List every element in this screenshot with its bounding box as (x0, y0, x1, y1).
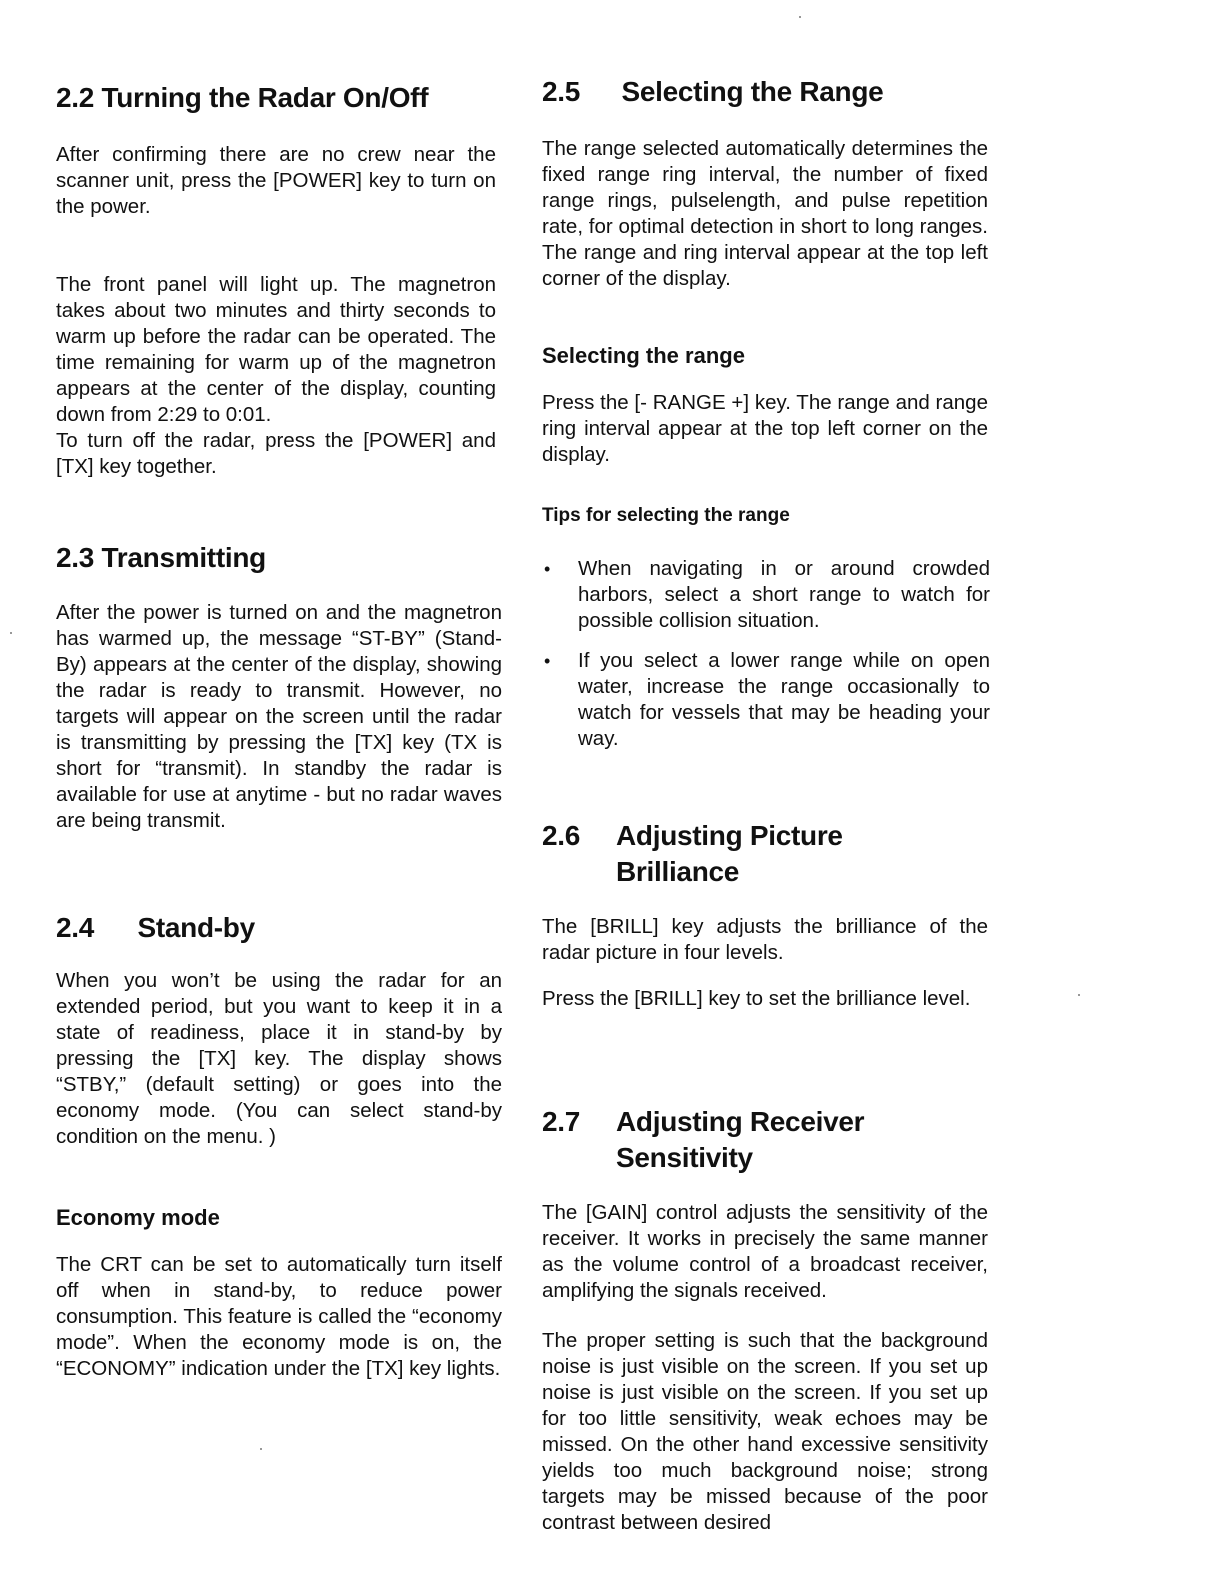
paragraph: The range selected automatically determines the fixed range ring interval, the number of fixed range rings, pulselength, and pulse repetition rate, for optimal detection in short to long ranges. The range and ring interval appear at the top left corner of the display. (542, 137, 988, 290)
section-number: 2.6 (542, 820, 581, 851)
list-item-text: If you select a lower range while on open water, increase the range occasionally to watch for vessels that may be heading your way. (578, 649, 990, 750)
bullet-icon: • (544, 559, 551, 579)
section-2-2-heading (56, 80, 428, 116)
list-item (542, 648, 990, 752)
section-number: 2.4 (56, 912, 95, 943)
paragraph: Press the [- RANGE +] key. The range and range ring interval appear at the top left corner on the display. (542, 391, 988, 466)
paragraph: After confirming there are no crew near the scanner unit, press the [POWER] key to turn on the power. (56, 143, 496, 218)
paragraph: The CRT can be set to automatically turn itself off when in stand-by, to reduce power consumption. This feature is called the “economy mode”. When the economy mode is on, the “ECONOMY” indication under the [TX] key lights. (56, 1253, 502, 1380)
paragraph: To turn off the radar, press the [POWER] and [TX] key together. (56, 429, 496, 478)
tips-heading: Tips for selecting the range (542, 505, 790, 526)
list-item (542, 556, 990, 634)
section-2-5-heading (542, 74, 883, 110)
section-number: 2.3 (56, 542, 95, 573)
section-title: Turning the Radar On/Off (101, 82, 429, 113)
section-title: Adjusting Picture Brilliance (616, 820, 843, 887)
paragraph: The front panel will light up. The magnetron takes about two minutes and thirty seconds to warm up before the radar can be operated. The time remaining for warm up of the magnetron appears at the center of the display, counting down from 2:29 to 0:01. (56, 273, 496, 426)
section-2-3-heading (56, 540, 266, 576)
bullet-icon: • (544, 651, 551, 671)
paragraph: When you won’t be using the radar for an extended period, but you want to keep it in a state of readiness, place it in stand-by by pressing the [TX] key. The display shows “STBY,” (default setting) or goes into the economy mode. (You can select stand-by condition on the menu. ) (56, 969, 502, 1148)
scan-speck (1078, 994, 1080, 996)
section-title: Transmitting (101, 542, 266, 573)
paragraph: Press the [BRILL] key to set the brilliance level. (542, 987, 971, 1010)
section-2-6-heading (542, 818, 962, 890)
scan-speck (10, 632, 12, 634)
section-number: 2.2 (56, 82, 95, 113)
scan-speck (799, 16, 801, 18)
paragraph: After the power is turned on and the magnetron has warmed up, the message “ST-BY” (Stand-By) appears at the center of the display, showing the radar is ready to transmit. However, no targets will appear on the screen until the radar is transmitting by pressing the [TX] key (TX is short for “transmit). In standby the radar is available for use at anytime - but no radar waves are being transmit. (56, 601, 502, 832)
list-item-text: When navigating in or around crowded harbors, select a short range to watch for possible collision situation. (578, 557, 990, 632)
section-title: Adjusting Receiver Sensitivity (616, 1106, 865, 1173)
paragraph: The [BRILL] key adjusts the brilliance of the radar picture in four levels. (542, 915, 988, 964)
scan-speck (260, 1448, 262, 1450)
section-number: 2.5 (542, 76, 581, 107)
economy-mode-heading: Economy mode (56, 1205, 220, 1230)
selecting-the-range-heading: Selecting the range (542, 343, 745, 368)
section-number: 2.7 (542, 1106, 581, 1137)
tips-list (542, 556, 990, 766)
paragraph: The proper setting is such that the background noise is just visible on the screen. If you set up noise is just visible on the screen. If you set up for too little sensitivity, weak echoes may be missed. On the other hand excessive sensitivity yields too much background noise; strong targets may be missed because of the poor contrast between desired (542, 1329, 988, 1534)
section-title: Selecting the Range (621, 76, 884, 107)
section-2-7-heading (542, 1104, 962, 1176)
section-title: Stand-by (137, 912, 255, 943)
section-2-4-heading (56, 910, 255, 946)
paragraph: The [GAIN] control adjusts the sensitivity of the receiver. It works in precisely the same manner as the volume control of a broadcast receiver, amplifying the signals received. (542, 1201, 988, 1302)
